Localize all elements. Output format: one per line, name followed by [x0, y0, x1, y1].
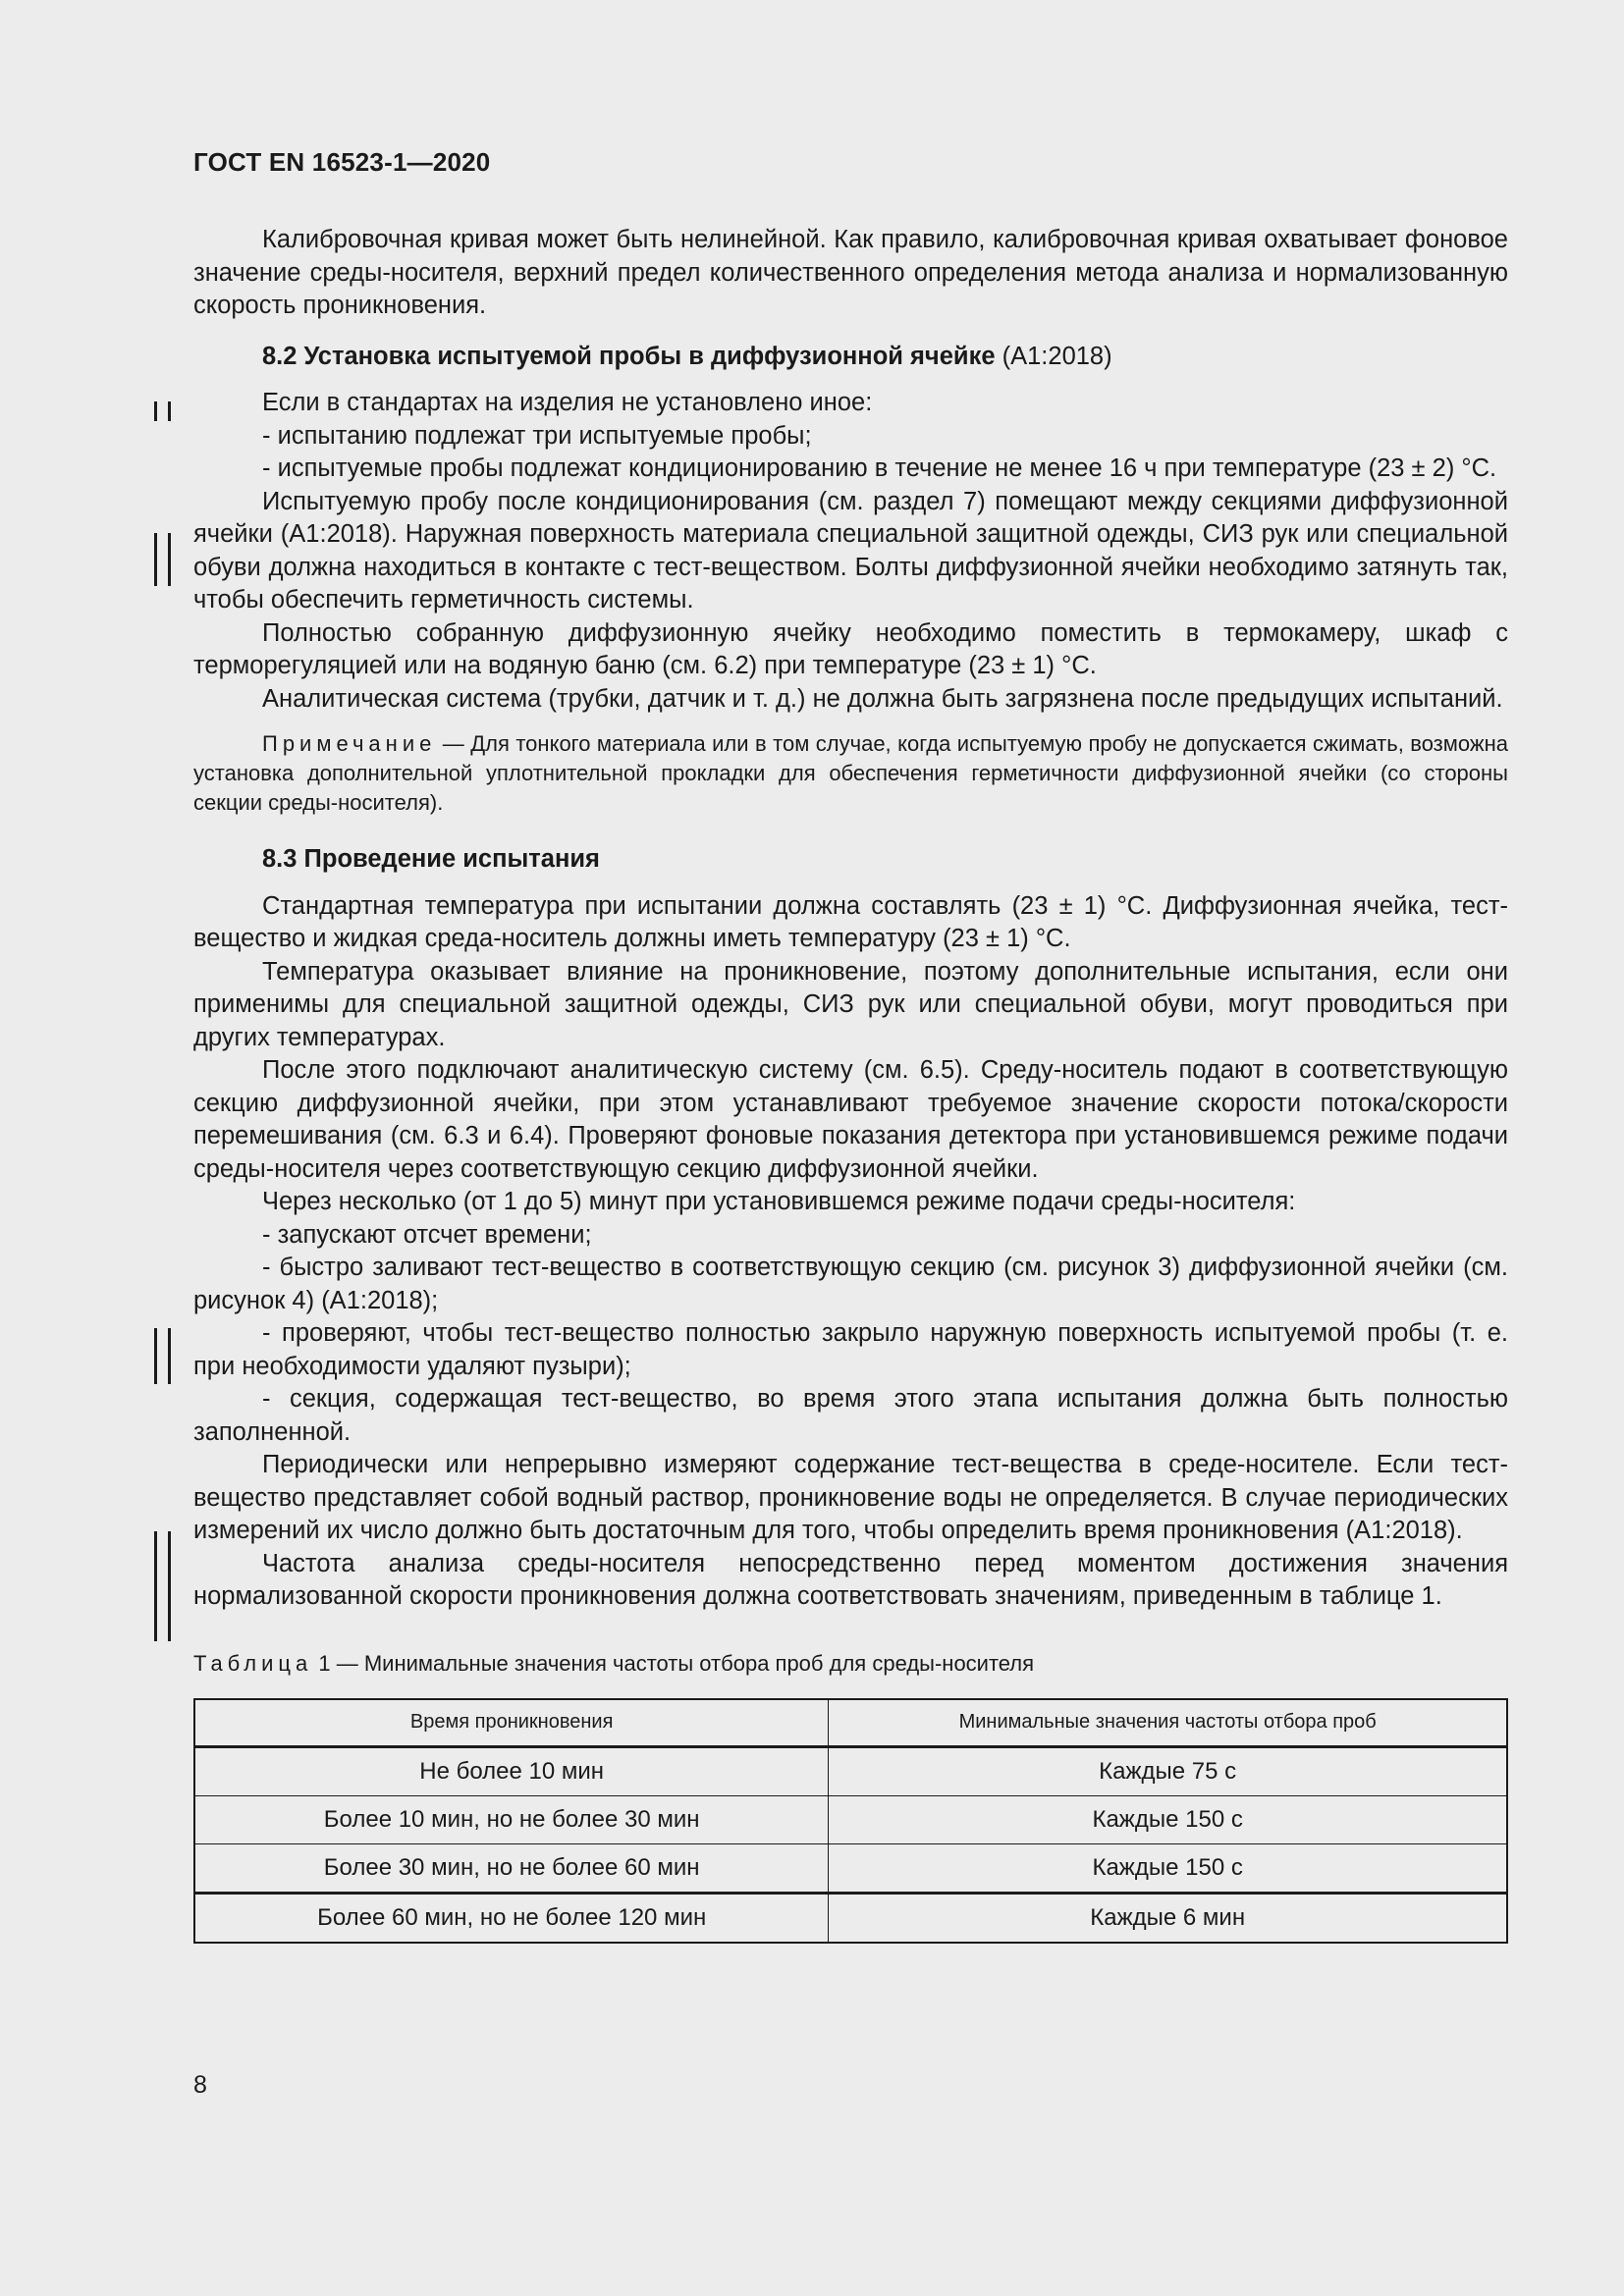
paragraph: Периодически или непрерывно измеряют содержание тест-вещества в среде-носителе. Если тест-вещество представляет собой водный раствор, проникновение воды не определяется. В случае периодических измерений их число должно быть достаточным для того, чтобы определить время проникновения (А1:2018). — [193, 1451, 1508, 1544]
table-cell: Более 10 мин, но не более 30 мин — [194, 1795, 829, 1843]
list-item: - запускают отсчет времени; — [262, 1220, 592, 1249]
change-bar — [154, 401, 157, 421]
paragraph: Через несколько (от 1 до 5) минут при установившемся режиме подачи среды-носителя: — [262, 1188, 1296, 1215]
paragraph: Полностью собранную диффузионную ячейку необходимо поместить в термокамеру, шкаф с терморегуляцией или на водяную баню (см. 6.2) при температуре (23 ± 1) °С. — [193, 618, 1508, 679]
sampling-frequency-table — [193, 1698, 1508, 1944]
note: Примечание — Для тонкого материала или в том случае, когда испытуемую пробу не допускается сжимать, возможна установка дополнительной уплотнительной прокладки для обеспечения герметичности диффузионной ячейки (со стороны секции среды-носителя). — [193, 731, 1508, 815]
table-row — [194, 1843, 1507, 1893]
note-label: Примечание — [262, 731, 437, 756]
list-item: - быстро заливают тест-вещество в соответствующую секцию (см. рисунок 3) диффузионной ячейки (см. рисунок 4) (А1:2018); — [193, 1254, 1508, 1314]
paragraph: Если в стандартах на изделия не установлено иное: — [262, 389, 873, 416]
table-cell: Каждые 150 с — [829, 1843, 1507, 1893]
paragraph: Испытуемую пробу после кондиционирования (см. раздел 7) помещают между секциями диффузионной ячейки (А1:2018). Наружная поверхность материала специальной защитной одежды, СИЗ рук или специальной обуви должна находиться в контакте с тест-веществом. Болты диффузионной ячейки необходимо затянуть так, чтобы обеспечить герметичность системы. — [193, 487, 1508, 614]
document-header: ГОСТ EN 16523-1—2020 — [193, 147, 491, 177]
list-item: - испытуемые пробы подлежат кондиционированию в течение не менее 16 ч при температуре (23 ± 2) °С. — [262, 454, 1497, 482]
table-header-row — [194, 1699, 1507, 1747]
list-item: - секция, содержащая тест-вещество, во время этого этапа испытания должна быть полностью заполненной. — [193, 1385, 1508, 1446]
change-bar — [154, 1531, 157, 1641]
change-bar — [168, 533, 171, 586]
table-caption: Таблица 1 — Минимальные значения частоты отбора проб для среды-носителя — [193, 1650, 1035, 1676]
paragraph: Стандартная температура при испытании должна составлять (23 ± 1) °С. Диффузионная ячейка, тест-вещество и жидкая среда-носитель должны иметь температуру (23 ± 1) °С. — [193, 891, 1508, 952]
table-cell: Не более 10 мин — [194, 1746, 829, 1795]
change-bar — [154, 533, 157, 586]
list-item: - испытанию подлежат три испытуемые пробы; — [262, 421, 812, 450]
column-header: Время проникновения — [194, 1699, 829, 1747]
list-item: - проверяют, чтобы тест-вещество полностью закрыло наружную поверхность испытуемой пробы (т. е. при необходимости удаляют пузыри); — [193, 1319, 1508, 1380]
section-heading-8-2: 8.2 Установка испытуемой пробы в диффузионной ячейке (А1:2018) — [262, 342, 1112, 370]
paragraph: Калибровочная кривая может быть нелинейной. Как правило, калибровочная кривая охватывает фоновое значение среды-носителя, верхний предел количественного определения метода анализа и нормализованную скорость проникновения. — [193, 226, 1508, 319]
paragraph: Температура оказывает влияние на проникновение, поэтому дополнительные испытания, если они применимы для специальной защитной одежды, СИЗ рук или специальной обуви, могут проводиться при других температурах. — [193, 957, 1508, 1051]
table-row — [194, 1795, 1507, 1843]
table-cell: Каждые 75 с — [829, 1746, 1507, 1795]
change-bar — [168, 1328, 171, 1384]
paragraph: Частота анализа среды-носителя непосредственно перед моментом достижения значения нормализованной скорости проникновения должна соответствовать значениям, приведенным в таблице 1. — [193, 1549, 1508, 1610]
column-header: Минимальные значения частоты отбора проб — [829, 1699, 1507, 1747]
table-cell: Каждые 150 с — [829, 1795, 1507, 1843]
table-cell: Каждые 6 мин — [829, 1893, 1507, 1943]
change-bar — [168, 401, 171, 421]
paragraph: Аналитическая система (трубки, датчик и т. д.) не должна быть загрязнена после предыдущих испытаний. — [262, 684, 1503, 713]
document-body — [193, 224, 1508, 1944]
change-bar — [154, 1328, 157, 1384]
table-cell: Более 60 мин, но не более 120 мин — [194, 1893, 829, 1943]
paragraph: После этого подключают аналитическую систему (см. 6.5). Среду-носитель подают в соответствующую секцию диффузионной ячейки, при этом устанавливают требуемое значение скорости потока/скорости перемешивания (см. 6.3 и 6.4). Проверяют фоновые показания детектора при установившемся режиме подачи среды-носителя через соответствующую секцию диффузионной ячейки. — [193, 1056, 1508, 1183]
page-number: 8 — [193, 2071, 207, 2099]
table-cell: Более 30 мин, но не более 60 мин — [194, 1843, 829, 1893]
section-heading-8-3: 8.3 Проведение испытания — [262, 845, 600, 873]
table-row — [194, 1893, 1507, 1943]
change-bar — [168, 1531, 171, 1641]
table-row — [194, 1746, 1507, 1795]
